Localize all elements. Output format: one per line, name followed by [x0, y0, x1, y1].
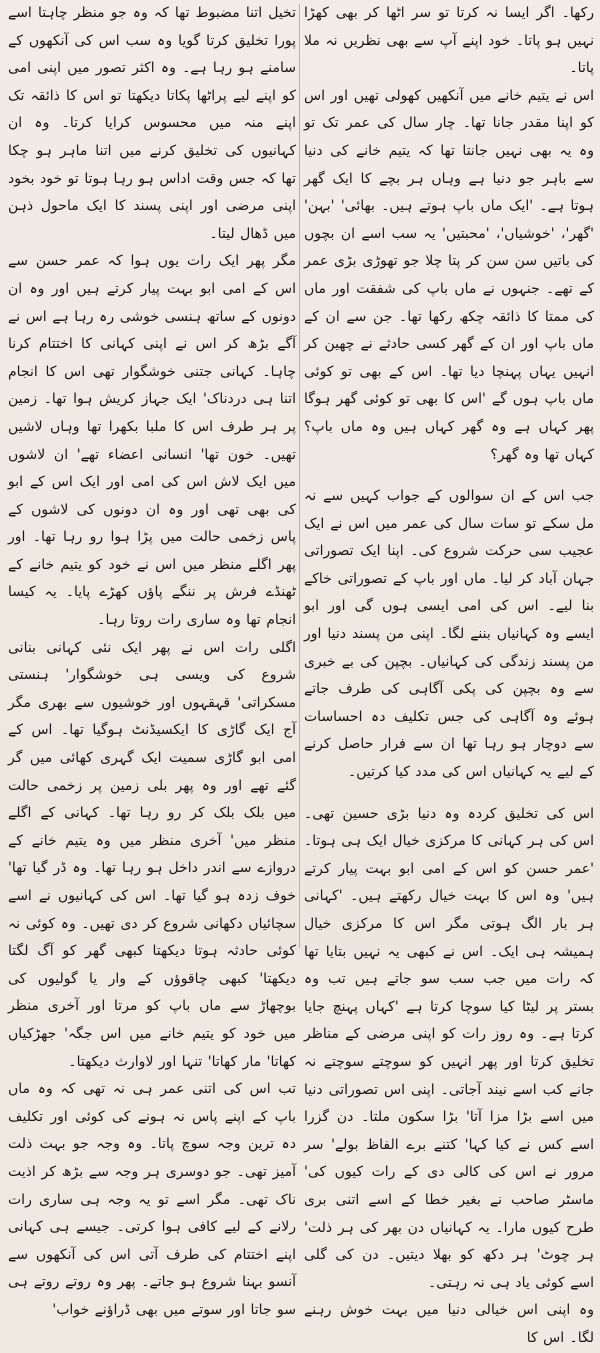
text-column-left — [8, 0, 296, 1318]
text-column-right — [304, 0, 594, 1346]
paragraph: اس نے یتیم خانے میں آنکھیں کھولی تھیں اور اس کو اپنا مقدر جانا تھا۔ چار سال کی عمر تک تو وہ یہ بھی نہیں جانتا تھا کہ یتیم خانے کی دنیا سے باہر جو دنیا ہے وہاں ہر بچے کا ایک گھر ہوتا ہے۔ 'ایک ماں باپ ہوتے ہیں۔ بھائی' 'بہن' 'گھر'، 'خوشیاں'، 'محبتیں' یہ سب اسے ان بچوں کی باتیں سن سن کر پتا چلا جو تھوڑی بڑی عمر کے تھے۔ جنہوں نے ماں باپ کی شفقت اور ماں کی ممتا کا ذائقہ چکھ رکھا تھا۔ جن سے ان کے ماں باپ اور ان کے گھر کسی حادثے نے چھین کر انہیں یہاں پہنچا دیا تھا۔ اس کے بھی تو کوئی ماں باپ ہوں گے 'اس کا بھی تو کوئی گھر ہوگا پھر کہاں ہے وہ گھر کہاں ہیں وہ ماں باپ؟ کہاں تھا وہ گھر؟ — [304, 87, 594, 463]
paragraph: اس کی تخلیق کردہ وہ دنیا بڑی حسین تھی۔ اس کی ہر کہانی کا مرکزی خیال ایک ہی ہوتا۔ 'عمر حسن کو اس کے امی ابو بہت پیار کرتے ہیں' وہ اس کا بہت خیال رکھتے ہیں۔ 'کہانی ہر بار الگ ہوتی مگر اس کا مرکزی خیال ہمیشہ ہی ایک۔ اس نے کبھی یہ نہیں بتایا تھا کہ رات میں جب سب سو جاتے ہیں تب وہ بستر پر لیٹا کیا سوچا کرتا ہے 'کہاں پہنچ جایا کرتا ہے۔ وہ روز رات کو اپنی مرضی کے مناظر تخلیق کرتا اور پھر انہیں کو سوچتے سوچتے نہ جانے کب اسے نیند آجاتی۔ اپنی اس تصوراتی دنیا میں اسے بڑا مزا آتا' بڑا سکون ملتا۔ دن گزرا اسے کس نے کیا کہا' کتنے برے الفاظ بولے' سر مرور نے اس کی کالی دی کے رات کیوں کی' ماسٹر صاحب نے بغیر خطا کے اسے اتنی بری طرح کیوں مارا۔ یہ کہانیاں دن بھر کی ہر ذلت' ہر چوٹ' ہر دکھ کو بھلا دیتیں۔ دن کی گلی اسے کوئی یاد ہی نہ رہتی۔ — [304, 805, 594, 1291]
paragraph: تخیل اتنا مضبوط تھا کہ وہ جو منظر چاہتا اسے پورا تخلیق کرتا گویا وہ سب اس کی آنکھوں کے سامنے ہو رہا ہے۔ وہ اکثر تصور میں اپنی امی کو اپنے لیے پراٹھا پکاتا دیکھتا تو اس کا ذائقہ تک اپنے منہ میں محسوس کرایا کرتا۔ وہ ان کہانیوں کی تخلیق کرنے میں اتنا ماہر ہو چکا تھا کہ جس وقت اداس ہو رہا ہوتا تو خود بخود اپنی مرضی اور اپنی پسند کا ایک ماحول ذہن میں ڈھال لیتا۔ — [8, 5, 296, 242]
paragraph: اگلی رات اس نے پھر ایک نئی کہانی بنانی شروع کی ویسی ہی خوشگوار' ہنستی مسکراتی' قہقہوں اور خوشیوں سے بھری مگر آج ایک گاڑی کا ایکسیڈنٹ ہوگیا تھا۔ اس کے امی ابو گاڑی سمیت ایک گہری کھائی میں گر گئے تھے اور وہ پھر بلی زمین پر زخمی حالت میں بلک بلک کر رو رہا تھا۔ کہانی کے اگلے منظر میں' آخری منظر میں وہ یتیم خانے کے دروازے سے اندر داخل ہو رہا تھا۔ وہ ڈر گیا تھا' خوف زدہ ہو گیا تھا۔ اس کی کہانیوں نے اسے سچائیاں دکھانی شروع کر دی تھیں۔ وہ کوئی نہ کوئی حادثہ ہوتا دیکھتا کبھی گھر کو آگ لگتا دیکھتا' کبھی چاقوؤں کے وار یا گولیوں کی بوچھاڑ سے ماں باپ کو مرتا اور آخری منظر میں خود کو یتیم خانے میں اس جگہ' جھڑکیاں کھاتا' مار کھاتا' تنہا اور لاوارث دیکھتا۔ — [8, 639, 296, 1070]
paragraph: رکھا۔ اگر ایسا نہ کرتا تو سر اٹھا کر بھی کھڑا نہیں ہو پاتا۔ خود اپنے آپ سے بھی نظریں نہ ملا پاتا۔ — [304, 5, 594, 77]
paragraph: وہ اپنی اس خیالی دنیا میں بہت خوش رہنے لگا۔ اس کا — [304, 1302, 594, 1346]
paragraph: مگر پھر ایک رات یوں ہوا کہ عمر حسن سے اس کے امی ابو بہت پیار کرتے ہیں اور وہ ان دونوں کے ساتھ ہنسی خوشی رہ رہا ہے اس نے آگے بڑھ کر اس نے اپنی کہانی کا اختتام کرنا چاہا۔ کہانی جتنی خوشگوار تھی اس کا انجام اتنا ہی دردناک' ایک جہاز کریش ہوا تھا۔ زمین پر ہر طرف اس کا ملبا بکھرا تھا وہاں لاشیں تھیں۔ خون تھا' انسانی اعضاء تھے' ان لاشوں میں ایک لاش اس کی امی اور ایک اس کے ابو کی بھی تھی اور وہ ان دونوں کی لاشوں کے پاس زخمی حالت میں پڑا ہوا رو رہا تھا۔ اور پھر اگلے منظر میں اس نے خود کو یتیم خانے کے ٹھنڈے فرش پر ننگے پاؤں کھڑے پایا۔ یہ کیسا انجام تھا وہ ساری رات روتا رہا۔ — [8, 253, 296, 629]
paragraph: جب اس کے ان سوالوں کے جواب کہیں سے نہ مل سکے تو سات سال کی عمر میں اس نے ایک عجیب سی حرکت شروع کی۔ اپنا ایک تصوراتی جہان آباد کر لیا۔ ماں اور باپ کے تصوراتی خاکے بنا لیے۔ اس کی امی ایسی ہوں گی اور ابو ایسے وہ کہانیاں بننے لگا۔ اپنی من پسند دنیا اور من پسند زندگی کی کہانیاں۔ بچپن کی بے خبری سے وہ بچپن کی پکی آگاہی کی طرف جاتے ہوئے وہ آگاہی کی جس تکلیف دہ احساسات سے دوچار ہو رہا تھا ان سے فرار حاصل کرنے کے لیے یہ کہانیاں اس کی مدد کیا کرتیں۔ — [304, 488, 594, 781]
column-divider — [299, 4, 300, 948]
paragraph: تب اس کی اتنی عمر ہی نہ تھی کہ وہ ماں باپ کے اپنے پاس نہ ہونے کی کوئی اور تکلیف دہ ترین وجہ سوچ پاتا۔ وہ وجہ جو بہت ذلت آمیز تھی۔ جو دوسری ہر وجہ سے بڑھ کر اذیت ناک تھی۔ مگر اسے تو یہ وجہ ہی ساری رات رلانے کے لیے کافی ہوا کرتی۔ جیسے ہی کہانی اپنے اختتام کی طرف آتی اس کی آنکھوں سے آنسو بہنا شروع ہو جاتے۔ پھر وہ روتے روتے ہی سو جاتا اور سوتے میں بھی ڈراؤنے خواب' — [8, 1081, 296, 1318]
